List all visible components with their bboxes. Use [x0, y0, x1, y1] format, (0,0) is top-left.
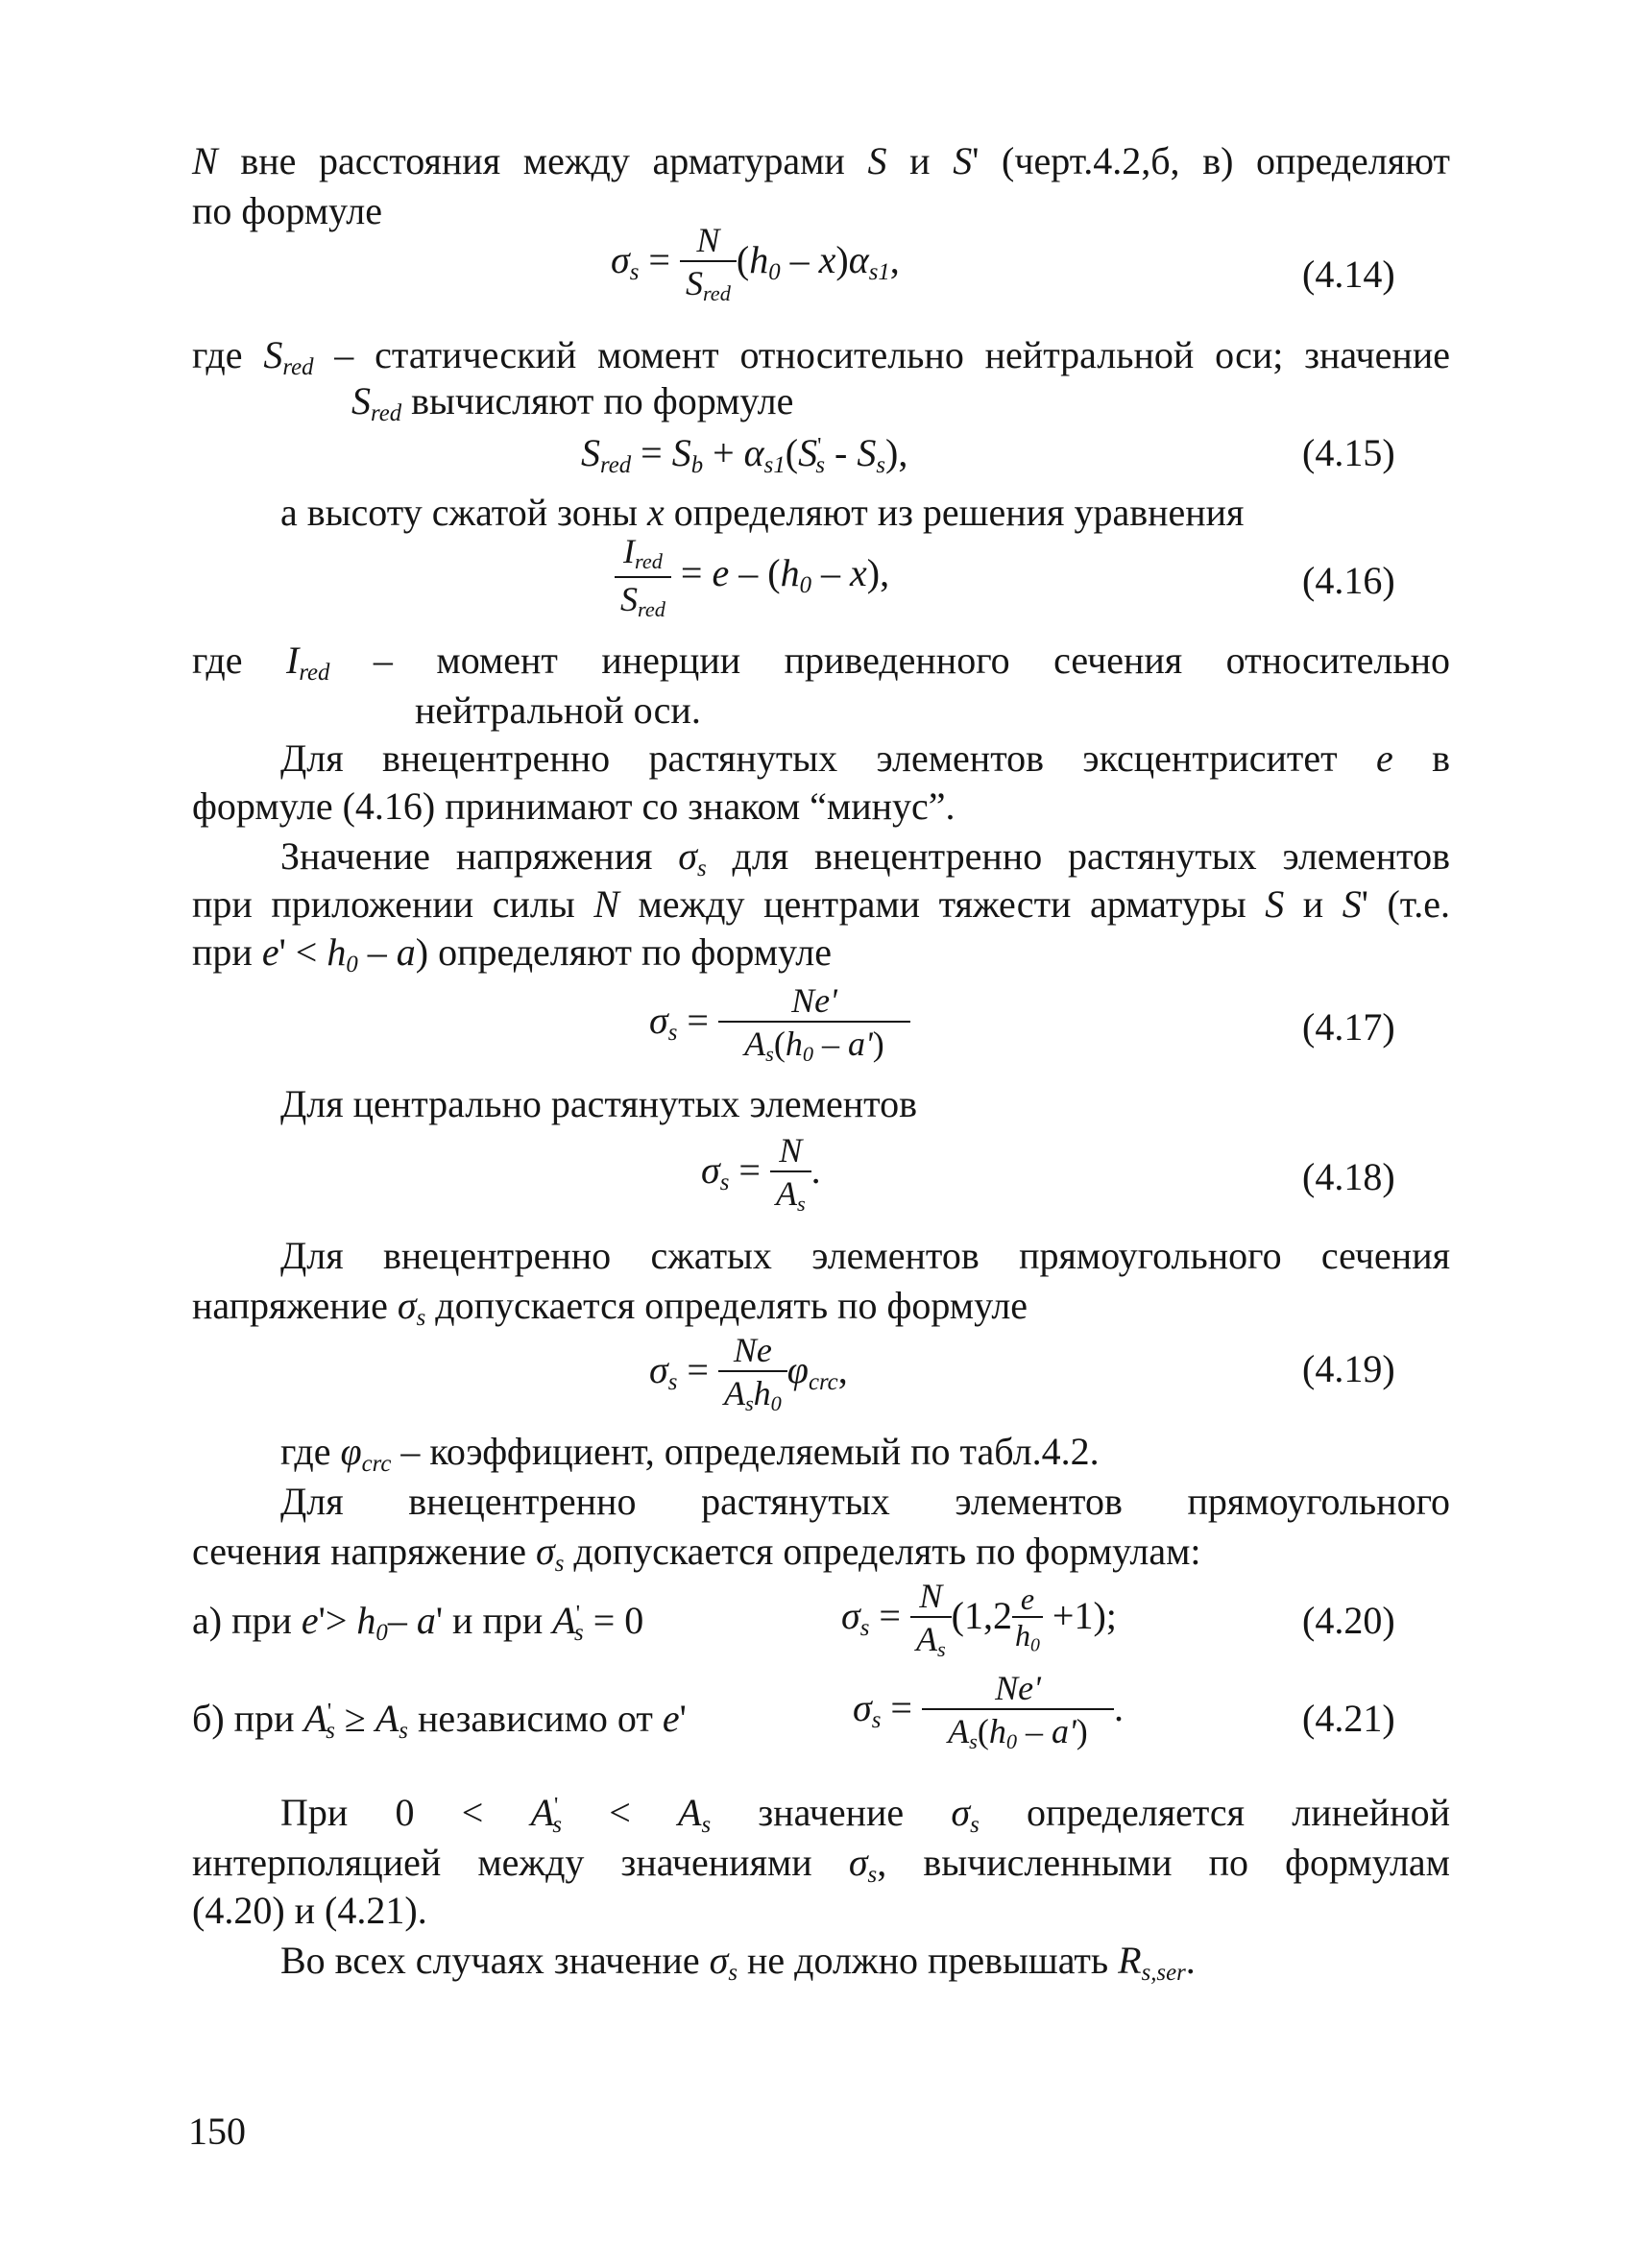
equation-4-15: $S_{red} = S_b + \alpha_{s1}(S'_s - S_s)$,: [581, 431, 908, 478]
text-line: При $0 < A'_s < A_s$ значение $\sigma_s$ определяется линейной: [280, 1791, 1451, 1838]
equation-number: (4.17): [1302, 1005, 1395, 1049]
equation-4-14: $\sigma_s$ = $\frac{N}{S_{red}}$ $(h_0 - x)\alpha_{s1}$,: [611, 221, 900, 306]
text-line: напряжение $\sigma_s$ допускается определять по формуле: [192, 1284, 1028, 1331]
text-line: где $S_{red}$ – статический момент относительно нейтральной оси; значение: [192, 333, 1450, 380]
text-line: а высоту сжатой зоны x определяют из решения уравнения: [280, 491, 1245, 534]
equation-number: (4.19): [1302, 1347, 1395, 1390]
text-line: при приложении силы N между центрами тяжести арматуры S и S' (т.е.: [192, 882, 1451, 926]
equation-4-20: $\sigma_s$ = $\frac{N}{A_s}$ (1,2 $\frac{e}{h_0}$ +1);: [841, 1577, 1117, 1662]
text-line: сечения напряжение $\sigma_s$ допускается определять по формулам:: [192, 1530, 1201, 1577]
equation-number: (4.21): [1302, 1697, 1395, 1740]
equation-4-19: $\sigma_s$ = $\frac{Ne}{A_sh_0}$ $\varphi_{crc}$,: [649, 1331, 848, 1416]
text-line: Для центрально растянутых элементов: [280, 1082, 917, 1125]
equation-number: (4.20): [1302, 1599, 1395, 1642]
equation-number: (4.14): [1302, 253, 1395, 296]
equation-4-17: $\sigma_s$ = $\frac{Ne'}{A_s(h_0 - a')}$: [649, 983, 910, 1066]
text-line: при $e' < h_0 - a$) определяют по формуле: [192, 930, 832, 977]
equation-number: (4.16): [1302, 559, 1395, 602]
equation-number: (4.18): [1302, 1155, 1395, 1198]
text-line: формуле (4.16) принимают со знаком “минус”.: [192, 784, 956, 828]
equation-number: (4.15): [1302, 431, 1395, 474]
text-line: Для внецентренно растянутых элементов прямоугольного: [280, 1480, 1450, 1523]
text-line: (4.20) и (4.21).: [192, 1889, 427, 1932]
text-line: N вне расстояния между арматурами S и S' (черт.4.2,б, в) определяют: [192, 139, 1450, 182]
text-line: Во всех случаях значение $\sigma_s$ не должно превышать $R_{s,ser}$.: [280, 1939, 1196, 1986]
equation-4-21: $\sigma_s$ = $\frac{Ne'}{A_s(h_0 - a')}$ .: [853, 1669, 1124, 1754]
equation-4-18: $\sigma_s$ = $\frac{N}{A_s}$ .: [701, 1131, 821, 1217]
text-line: где $\varphi_{crc}$ – коэффициент, определяемый по табл.4.2.: [280, 1430, 1100, 1477]
text-line: б) при $A'_s \ge A_s$ независимо от e': [192, 1697, 687, 1744]
text-line: нейтральной оси.: [415, 688, 701, 732]
text-line: $S_{red}$ вычисляют по формуле: [351, 379, 794, 426]
text-line: где $I_{red}$ – момент инерции приведенного сечения относительно: [192, 639, 1450, 686]
page-number: 150: [188, 2110, 246, 2153]
text-line: по формуле: [192, 189, 382, 232]
text-line: Для внецентренно растянутых элементов эксцентриситет e в: [280, 736, 1451, 780]
text-line: Значение напряжения $\sigma_s$ для внецентренно растянутых элементов: [280, 834, 1450, 881]
text-line: Для внецентренно сжатых элементов прямоугольного сечения: [280, 1234, 1450, 1277]
text-line: интерполяцией между значениями $\sigma_s$, вычисленными по формулам: [192, 1841, 1450, 1888]
text-line: а) при $e'> h_0-$ a' и при $A'_s = 0$: [192, 1599, 644, 1646]
equation-4-16: $\frac{I_{red}}{S_{red}}$ = e – $(h_0 - x)$,: [615, 534, 889, 620]
